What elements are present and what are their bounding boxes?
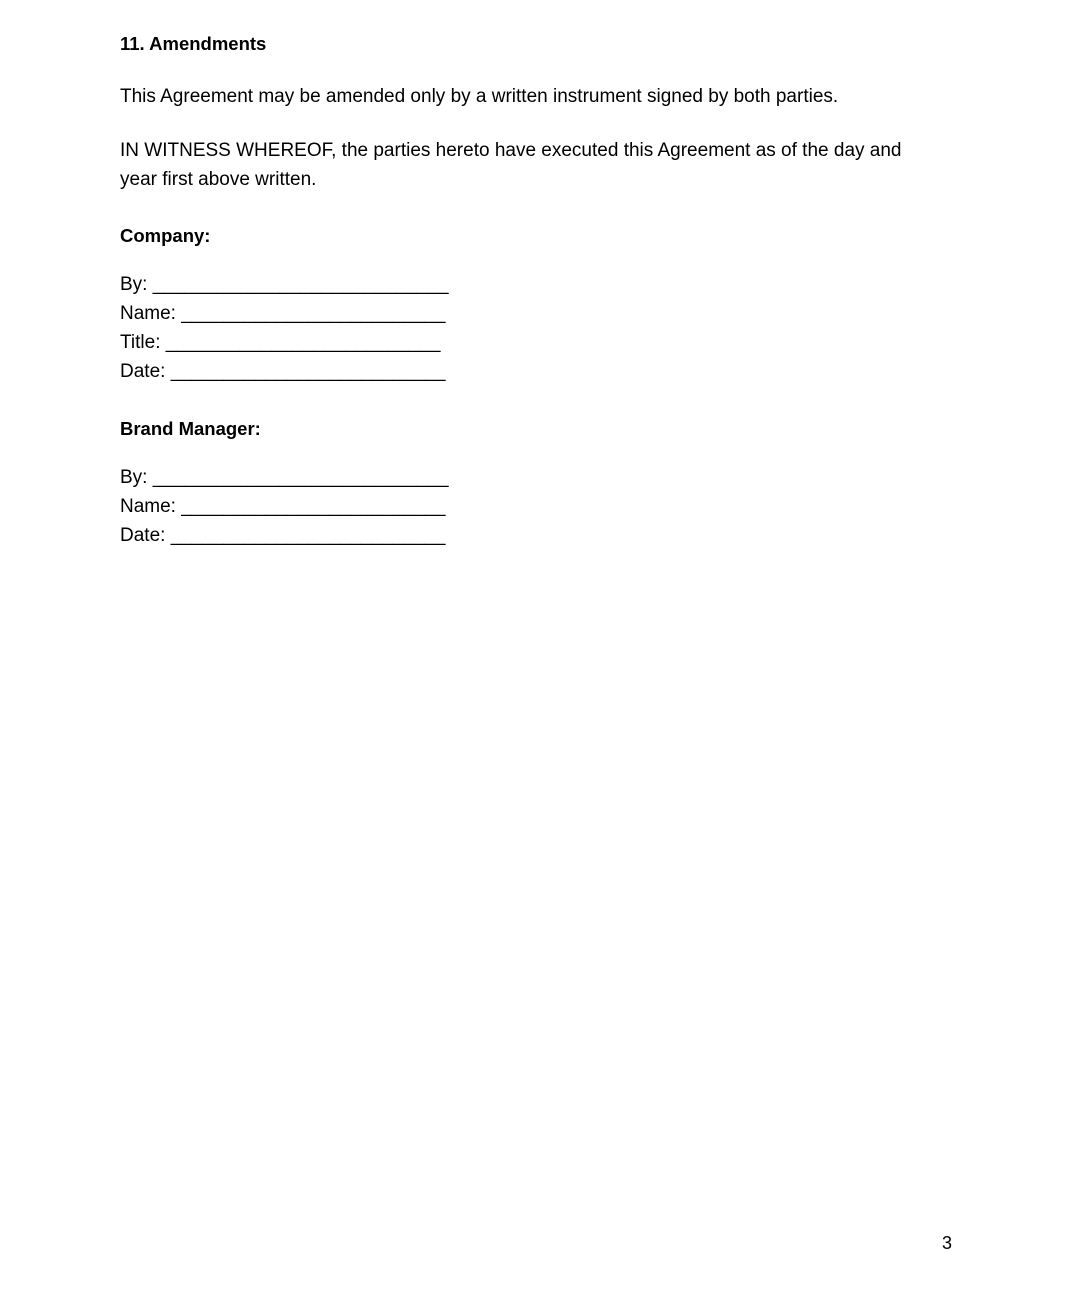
signature-field-by: By: ____________________________ bbox=[120, 274, 449, 296]
signature-block-company-title: Company: bbox=[120, 225, 211, 247]
signature-field-date: Date: __________________________ bbox=[120, 524, 446, 546]
signature-field-by: By: ____________________________ bbox=[120, 466, 449, 488]
paragraph-amendments: This Agreement may be amended only by a written instrument signed by both parties. bbox=[120, 85, 839, 107]
signature-field-name: Name: _________________________ bbox=[120, 495, 446, 517]
signature-block-company-lines bbox=[120, 271, 952, 387]
signature-block-brand-manager-lines bbox=[120, 464, 952, 551]
signature-block-brand-manager-title: Brand Manager: bbox=[120, 417, 261, 439]
paragraph-witness-whereof: IN WITNESS WHEREOF, the parties hereto have executed this Agreement as of the day and year first above written. bbox=[120, 140, 902, 190]
signature-field-name: Name: _________________________ bbox=[120, 303, 446, 325]
signature-block-brand-manager bbox=[120, 417, 952, 551]
signature-field-date: Date: __________________________ bbox=[120, 361, 446, 383]
section-heading-amendments: 11. Amendments bbox=[120, 33, 267, 54]
signature-block-company bbox=[120, 224, 952, 386]
page-number: 3 bbox=[941, 1233, 952, 1253]
signature-field-title: Title: __________________________ bbox=[120, 332, 441, 354]
